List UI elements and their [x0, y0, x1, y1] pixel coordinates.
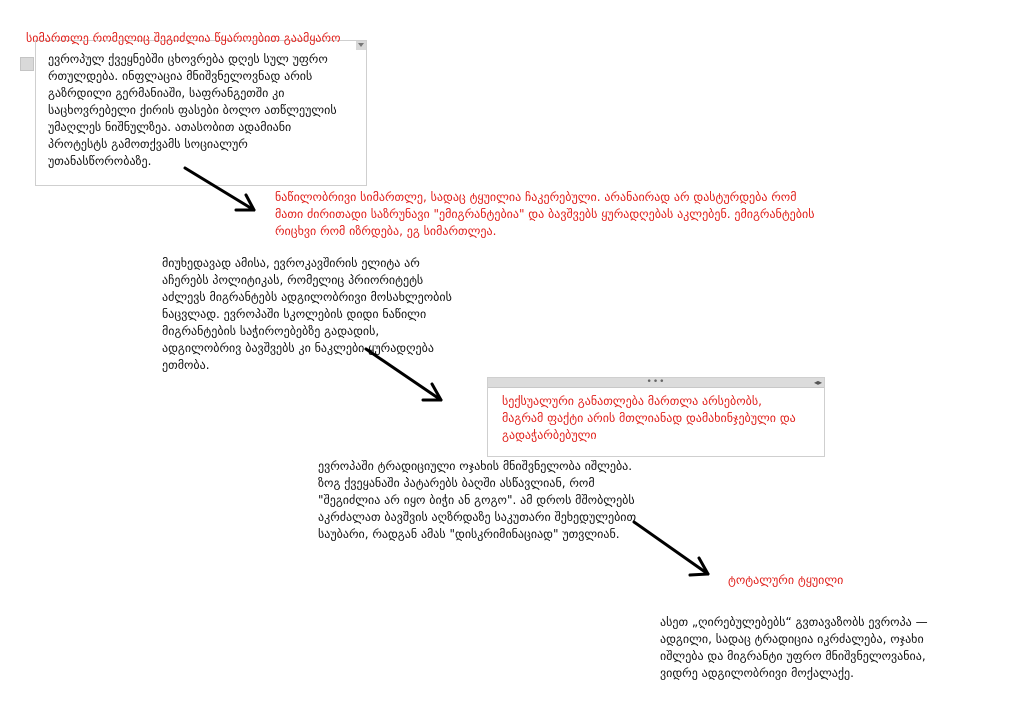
paragraph-2: მიუხედავად ამისა, ევროკავშირის ელიტა არ აჩერებს პოლიტიკას, რომელიც პრიორიტეტს აძლევს მიგრანტებს ადგილობრივი მოსახლეობის ნაცვლად. ევროპაში სკოლების დიდი ნაწილი მიგრანტების საჭიროებებზე გადადის, ადგილობრივ ბავშვებს კი ნაკლები ყურადღება ეთმობა.	[162, 256, 452, 372]
paragraph-4: ასეთ „ღირებულებებს“ გვთავაზობს ევროპა — ადგილი, სადაც ტრადიცია იკრძალება, ოჯახი იშლება და მიგრანტი უფრო მნიშვნელოვანია, ვიდრე ადგილობრივი მოქალაქე.	[660, 615, 928, 680]
arrow-icon	[185, 168, 254, 210]
arrow-icon	[366, 349, 441, 400]
drag-grip-icon[interactable]: •••	[646, 377, 666, 387]
annotation-text-3: სექსუალური განათლება მართლა არსებობს, მაგრამ ფაქტი არის მთლიანად დამახინჯებული და გადაჭარბებული	[502, 394, 796, 442]
annotation-text-2: ნაწილობრივი სიმართლე, სადაც ტყუილია ჩაკერებული. არანაირად არ დასტურდება რომ მათი ძირითადი საზრუნავი "ემიგრანტებია" და ბავშვებს ყურადღებას აკლებენ. ემიგრანტების რიცხვი რომ იზრდება, ეგ სიმართლეა.	[275, 190, 815, 238]
annotation-text-4: ტოტალური ტყუილი	[728, 573, 844, 587]
paragraph-3: ევროპაში ტრადიციული ოჯახის მნიშვნელობა იშლება. ზოგ ქვეყანაში პატარებს ბაღში ასწავლიან, რომ "შეგიძლია არ იყო ბიჭი ან გოგო". ამ დროს მშობლებს აკრძალათ ბავშვის აღზრდაზე საკუთარი შეხედულებით საუბარი, რადგან ამას "დისკრიმინაციად" უთვლიან.	[318, 459, 637, 541]
annotation-heading-1: სიმართლე რომელიც შეგიძლია წყაროებით გაამყარო	[26, 31, 341, 45]
box-1-body-text: ევროპულ ქვეყნებში ცხოვრება დღეს სულ უფრო რთულდება. ინფლაცია მნიშვნელოვნად არის გაზრდილი გერმანიაში, საფრანგეთში კი საცხოვრებელი ქირის ფასები ბოლო ათწლეულის უმაღლეს ნიშნულზეა. ათასობით ადამიანი პროტესტს გამოთქვამს სოციალურ უთანასწორობაზე.	[48, 52, 337, 168]
arrow-icon	[634, 522, 708, 575]
scroll-arrows-icon[interactable]: ◂▸	[813, 378, 822, 387]
